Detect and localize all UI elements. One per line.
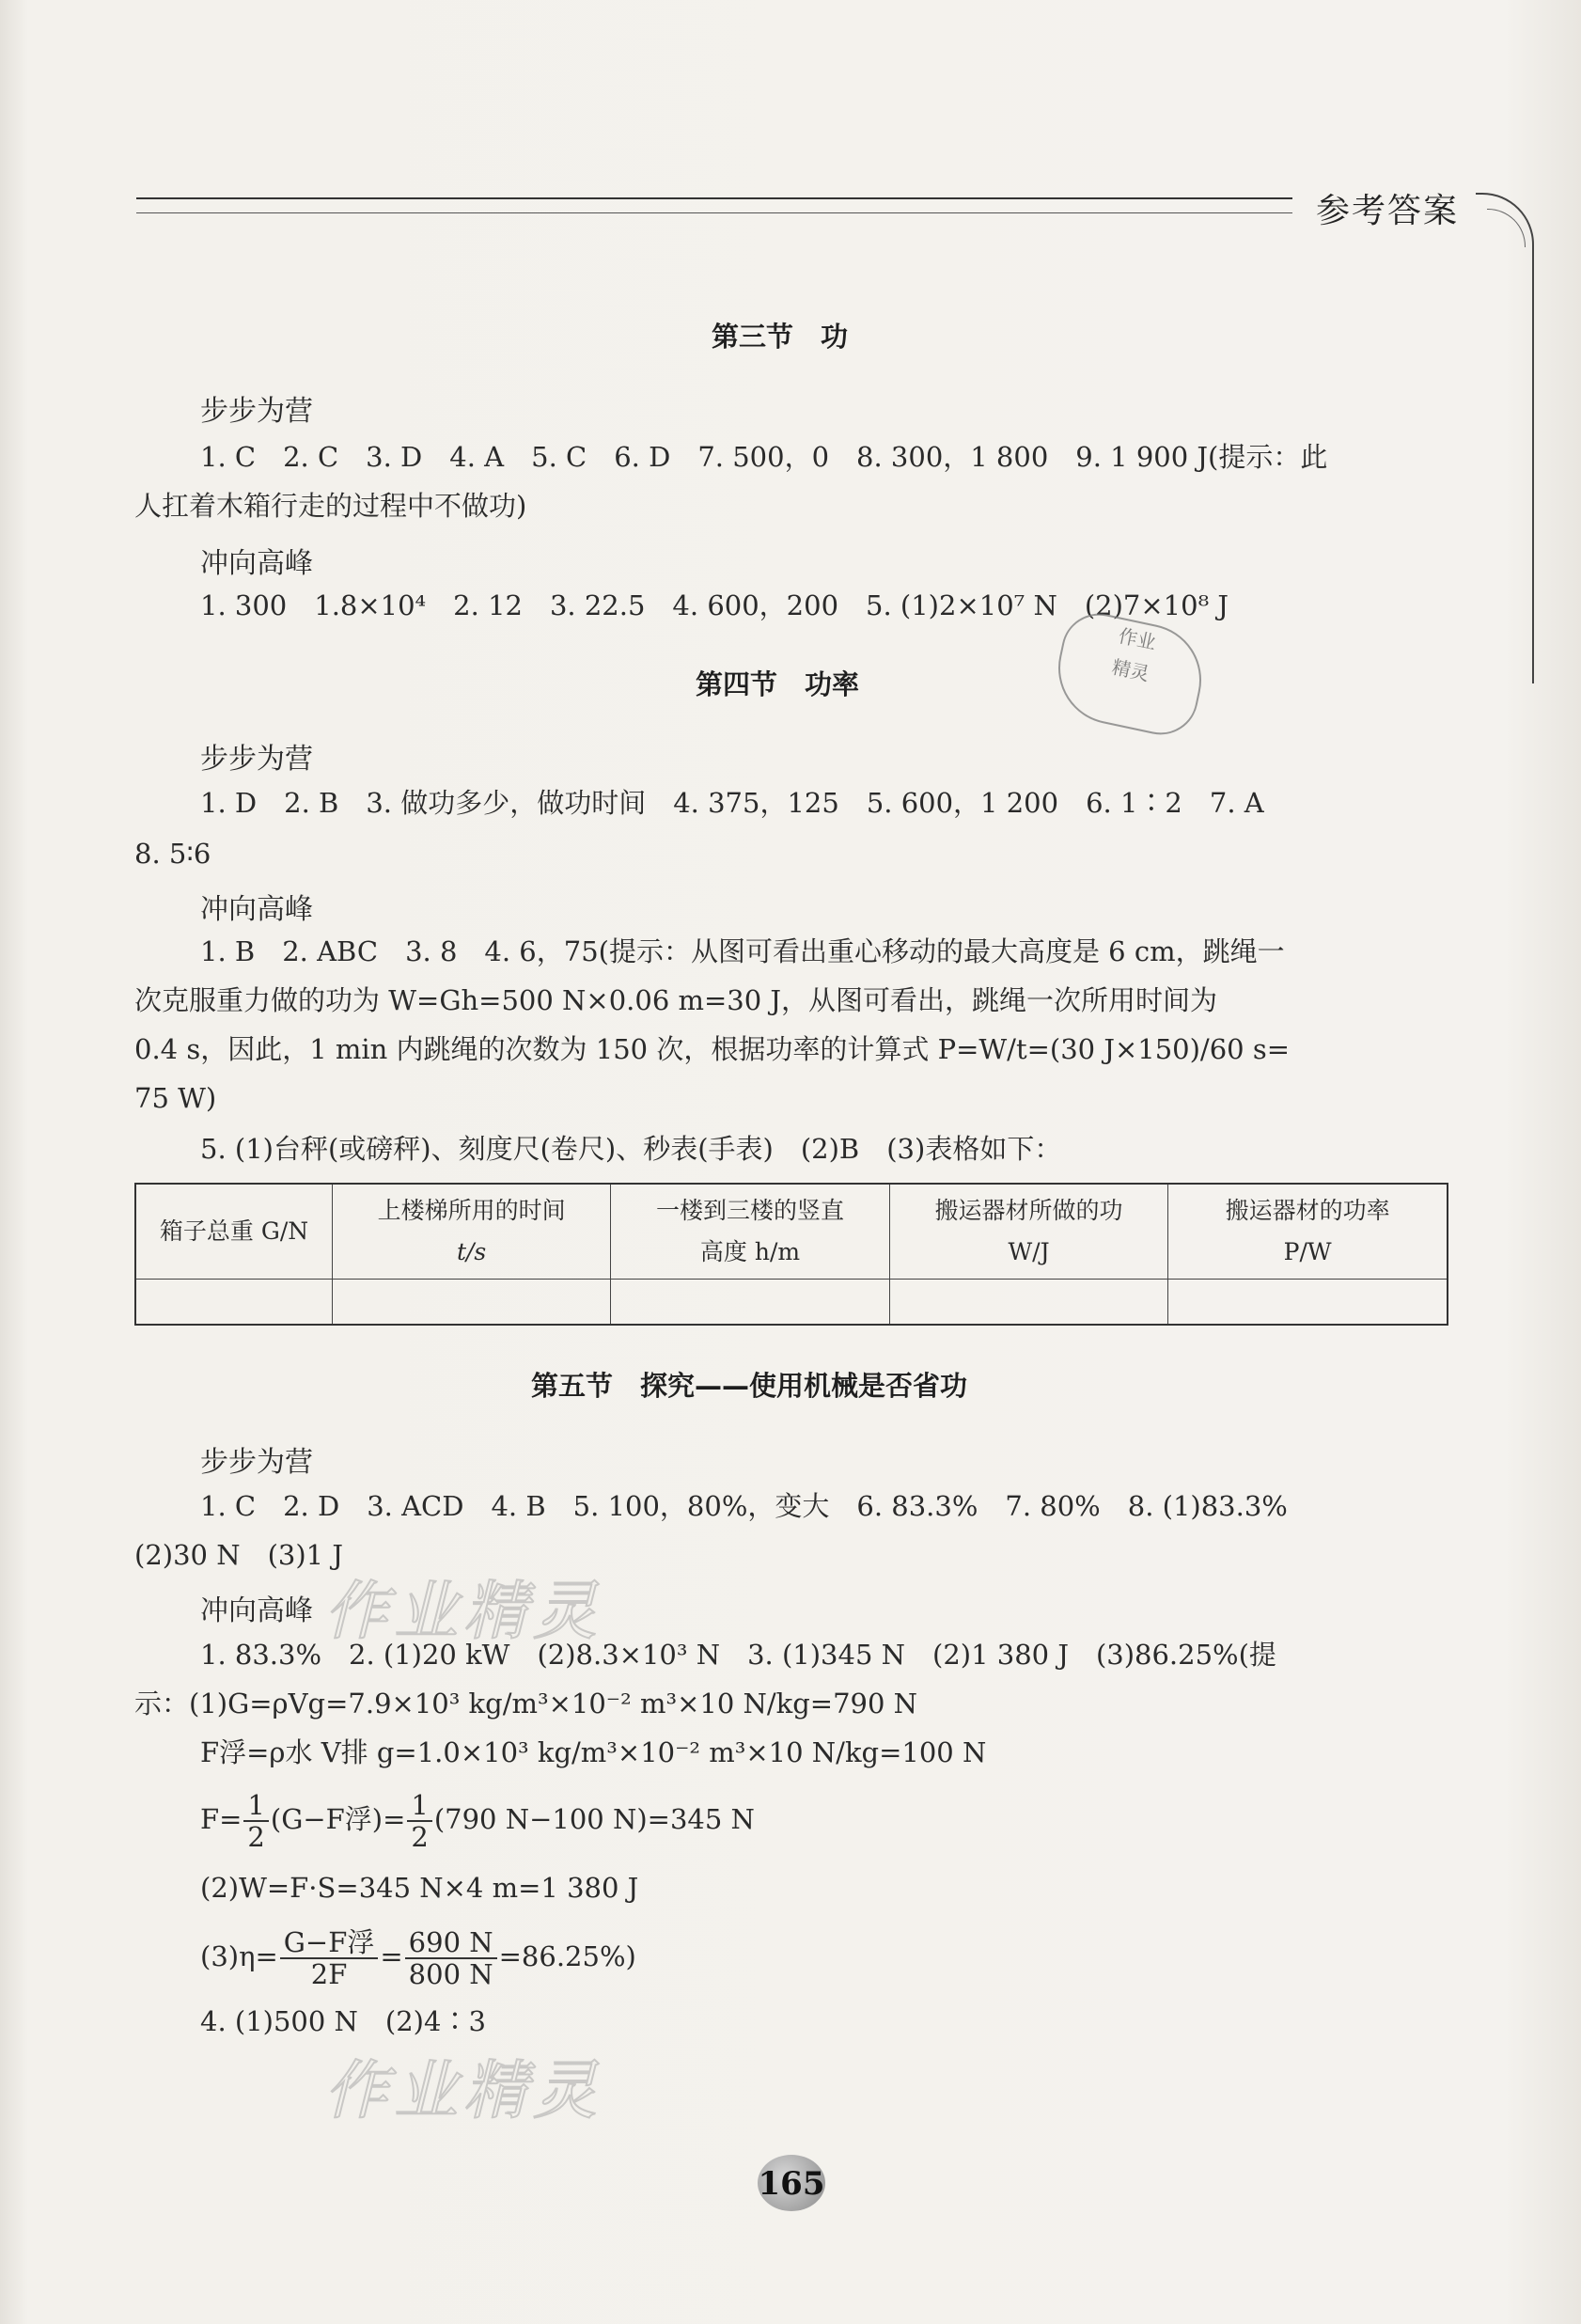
formula-line: F= $\frac{1}{2}$ (G−F浮)= $\frac{1}{2}$ (790 N−100 N)=345 N: [200, 1789, 755, 1853]
watermark: 作业精灵: [324, 1575, 603, 1649]
answer-line: 5. (1)台秤(或磅秤)、刻度尺(卷尺)、秒表(手表) (2)B (3)表格如下：: [200, 1133, 1062, 1165]
subsection-heading: 步步为营: [200, 743, 313, 776]
answer-table: [134, 1183, 1448, 1326]
subsection-heading: 冲向高峰: [200, 1594, 313, 1627]
table-header-cell: 搬运器材所做的功 W/J: [889, 1184, 1168, 1280]
answer-line: 1. D 2. B 3. 做功多少，做功时间 4. 375，125 5. 600，1 200 6. 1∶2 7. A: [200, 787, 1264, 819]
stamp-logo: 作业 精灵: [1048, 606, 1212, 742]
table-header-cell: 箱子总重 G/N: [135, 1184, 333, 1280]
table-cell: [611, 1280, 890, 1326]
answer-line: 示：(1)G=ρVg=7.9×10³ kg/m³×10⁻² m³×10 N/kg=790 N: [134, 1688, 918, 1719]
table-header-cell: 搬运器材的功率 P/W: [1168, 1184, 1448, 1280]
table-row: [135, 1280, 1448, 1326]
watermark: 作业精灵: [324, 2054, 603, 2128]
formula-line: (3)η= $\frac{\text{G−F浮}}{2F}$ = $\frac{690 N}{800 N}$ =86.25%): [200, 1926, 636, 1990]
subsection-heading: 冲向高峰: [200, 547, 313, 580]
answer-line: 1. C 2. C 3. D 4. A 5. C 6. D 7. 500，0 8. 300，1 800 9. 1 900 J(提示：此: [200, 441, 1328, 473]
subsection-heading: 步步为营: [200, 395, 313, 428]
table-cell: [333, 1280, 611, 1326]
table-cell: [1168, 1280, 1448, 1326]
section-title: 第三节 功: [712, 321, 849, 353]
subsection-heading: 步步为营: [200, 1446, 313, 1479]
answer-line: F浮=ρ水 V排 g=1.0×10³ kg/m³×10⁻² m³×10 N/kg=100 N: [200, 1736, 987, 1768]
fraction: $\frac{1}{2}$: [243, 1790, 268, 1852]
answer-line: 1. B 2. ABC 3. 8 4. 6，75(提示：从图可看出重心移动的最大高度是 6 cm，跳绳一: [200, 935, 1285, 967]
fraction: $\frac{1}{2}$: [407, 1790, 431, 1852]
answer-line: 8. 5∶6: [134, 838, 211, 870]
header-rule: [136, 197, 1292, 199]
table-cell: [135, 1280, 333, 1326]
fraction: $\frac{\text{G−F浮}}{2F}$: [280, 1927, 379, 1989]
header-rule-thin: [136, 212, 1292, 213]
subsection-heading: 冲向高峰: [200, 893, 313, 926]
answer-line: 人扛着木箱行走的过程中不做功): [134, 490, 527, 522]
answer-line: (2)W=F·S=345 N×4 m=1 380 J: [200, 1872, 639, 1904]
answer-line: 1. 300 1.8×10⁴ 2. 12 3. 22.5 4. 600，200 5. (1)2×10⁷ N (2)7×10⁸ J: [200, 589, 1229, 621]
table-cell: [889, 1280, 1168, 1326]
answer-line: 75 W): [134, 1082, 217, 1114]
answer-line: 0.4 s，因此，1 min 内跳绳的次数为 150 次，根据功率的计算式 P=W/t=(30 J×150)/60 s=: [134, 1033, 1291, 1065]
answer-line: 次克服重力做的功为 W=Gh=500 N×0.06 m=30 J，从图可看出，跳绳一次所用时间为: [134, 984, 1218, 1016]
answer-line: 4. (1)500 N (2)4∶3: [200, 2005, 486, 2037]
fraction: $\frac{690 N}{800 N}$: [405, 1927, 497, 1989]
section-title: 第五节 探究——使用机械是否省功: [531, 1370, 968, 1402]
page-number: 165: [758, 2165, 825, 2203]
table-header-cell: 上楼梯所用的时间 t/s: [333, 1184, 611, 1280]
table-header-row: [135, 1184, 1448, 1280]
answer-line: (2)30 N (3)1 J: [134, 1539, 343, 1571]
section-title: 第四节 功率: [696, 668, 860, 700]
table-header-cell: 一楼到三楼的竖直 高度 h/m: [611, 1184, 890, 1280]
header-corner-curve: [1476, 193, 1534, 683]
answer-line: 1. 83.3% 2. (1)20 kW (2)8.3×10³ N 3. (1)345 N (2)1 380 J (3)86.25%(提: [200, 1639, 1276, 1671]
header-title: 参考答案: [1316, 192, 1460, 230]
answer-line: 1. C 2. D 3. ACD 4. B 5. 100，80%，变大 6. 83.3% 7. 80% 8. (1)83.3%: [200, 1490, 1288, 1522]
